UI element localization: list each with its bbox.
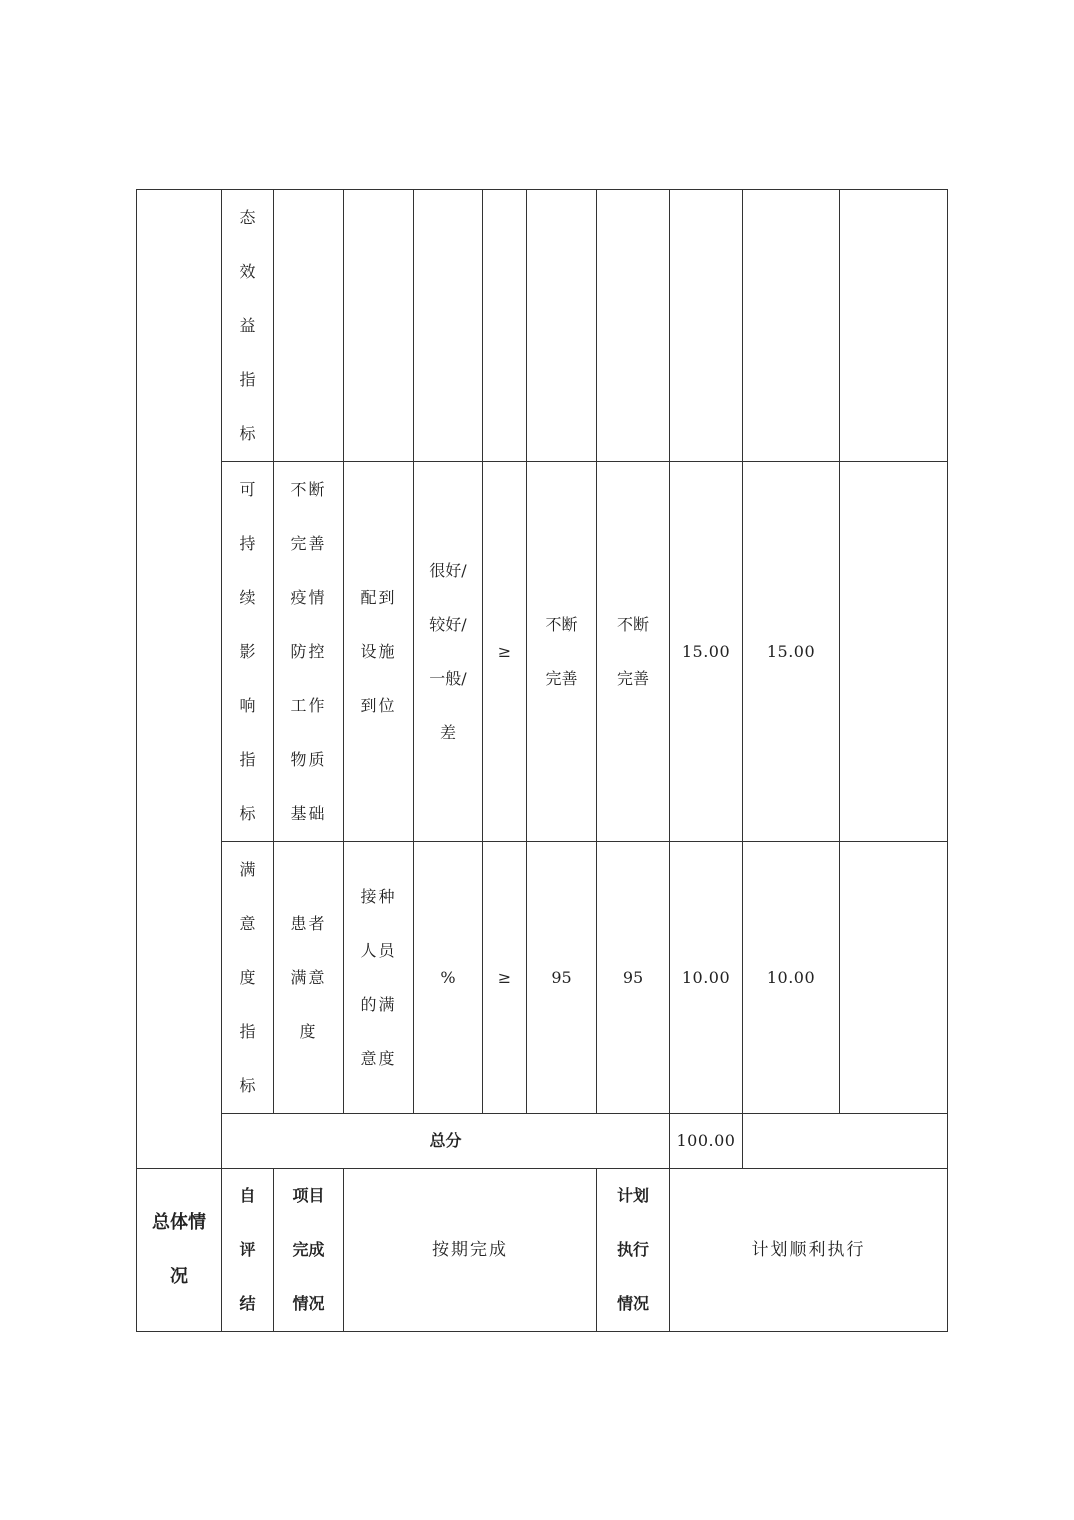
indicator-cell: 不断 完善 疫情 防控 工作 物质 基础 [274, 462, 344, 842]
category-cell: 满 意 度 指 标 [222, 842, 274, 1114]
operator-cell: ≥ [483, 462, 527, 842]
target-cell [527, 190, 597, 462]
content-cell [344, 190, 414, 462]
total-label: 总分 [222, 1114, 670, 1169]
content-cell: 配到 设施 到位 [344, 462, 414, 842]
table-row-summary [137, 1169, 948, 1332]
remark-cell [840, 842, 948, 1114]
weight-cell: 10.00 [670, 842, 743, 1114]
operator-cell [483, 190, 527, 462]
total-value: 100.00 [670, 1114, 743, 1169]
unit-cell: 很好/ 较好/ 一般/ 差 [414, 462, 483, 842]
category-cell: 可 持 续 影 响 指 标 [222, 462, 274, 842]
remark-cell [840, 190, 948, 462]
content-cell: 接种 人员 的满 意度 [344, 842, 414, 1114]
plan-label: 计划 执行 情况 [597, 1169, 670, 1332]
operator-cell: ≥ [483, 842, 527, 1114]
table-row-sustain [137, 462, 948, 842]
weight-cell [670, 190, 743, 462]
actual-cell: 95 [597, 842, 670, 1114]
category-cell: 态 效 益 指 标 [222, 190, 274, 462]
unit-cell: % [414, 842, 483, 1114]
self-eval-cell: 自 评 结 [222, 1169, 274, 1332]
score-cell: 10.00 [743, 842, 840, 1114]
performance-table [136, 189, 948, 1332]
actual-cell [597, 190, 670, 462]
total-remark-cell [743, 1114, 948, 1169]
table-row-total [137, 1114, 948, 1169]
remark-cell [840, 462, 948, 842]
indicator-cell [274, 190, 344, 462]
completion-label: 项目 完成 情况 [274, 1169, 344, 1332]
table-row-eco [137, 190, 948, 462]
completion-value: 按期完成 [344, 1169, 597, 1332]
target-cell: 95 [527, 842, 597, 1114]
actual-cell: 不断 完善 [597, 462, 670, 842]
left-merged-cell [137, 190, 222, 1169]
unit-cell [414, 190, 483, 462]
plan-value: 计划顺利执行 [670, 1169, 948, 1332]
weight-cell: 15.00 [670, 462, 743, 842]
indicator-cell: 患者 满意 度 [274, 842, 344, 1114]
score-cell [743, 190, 840, 462]
target-cell: 不断 完善 [527, 462, 597, 842]
summary-header: 总体情 况 [137, 1169, 222, 1332]
score-cell: 15.00 [743, 462, 840, 842]
table-row-satisfaction [137, 842, 948, 1114]
